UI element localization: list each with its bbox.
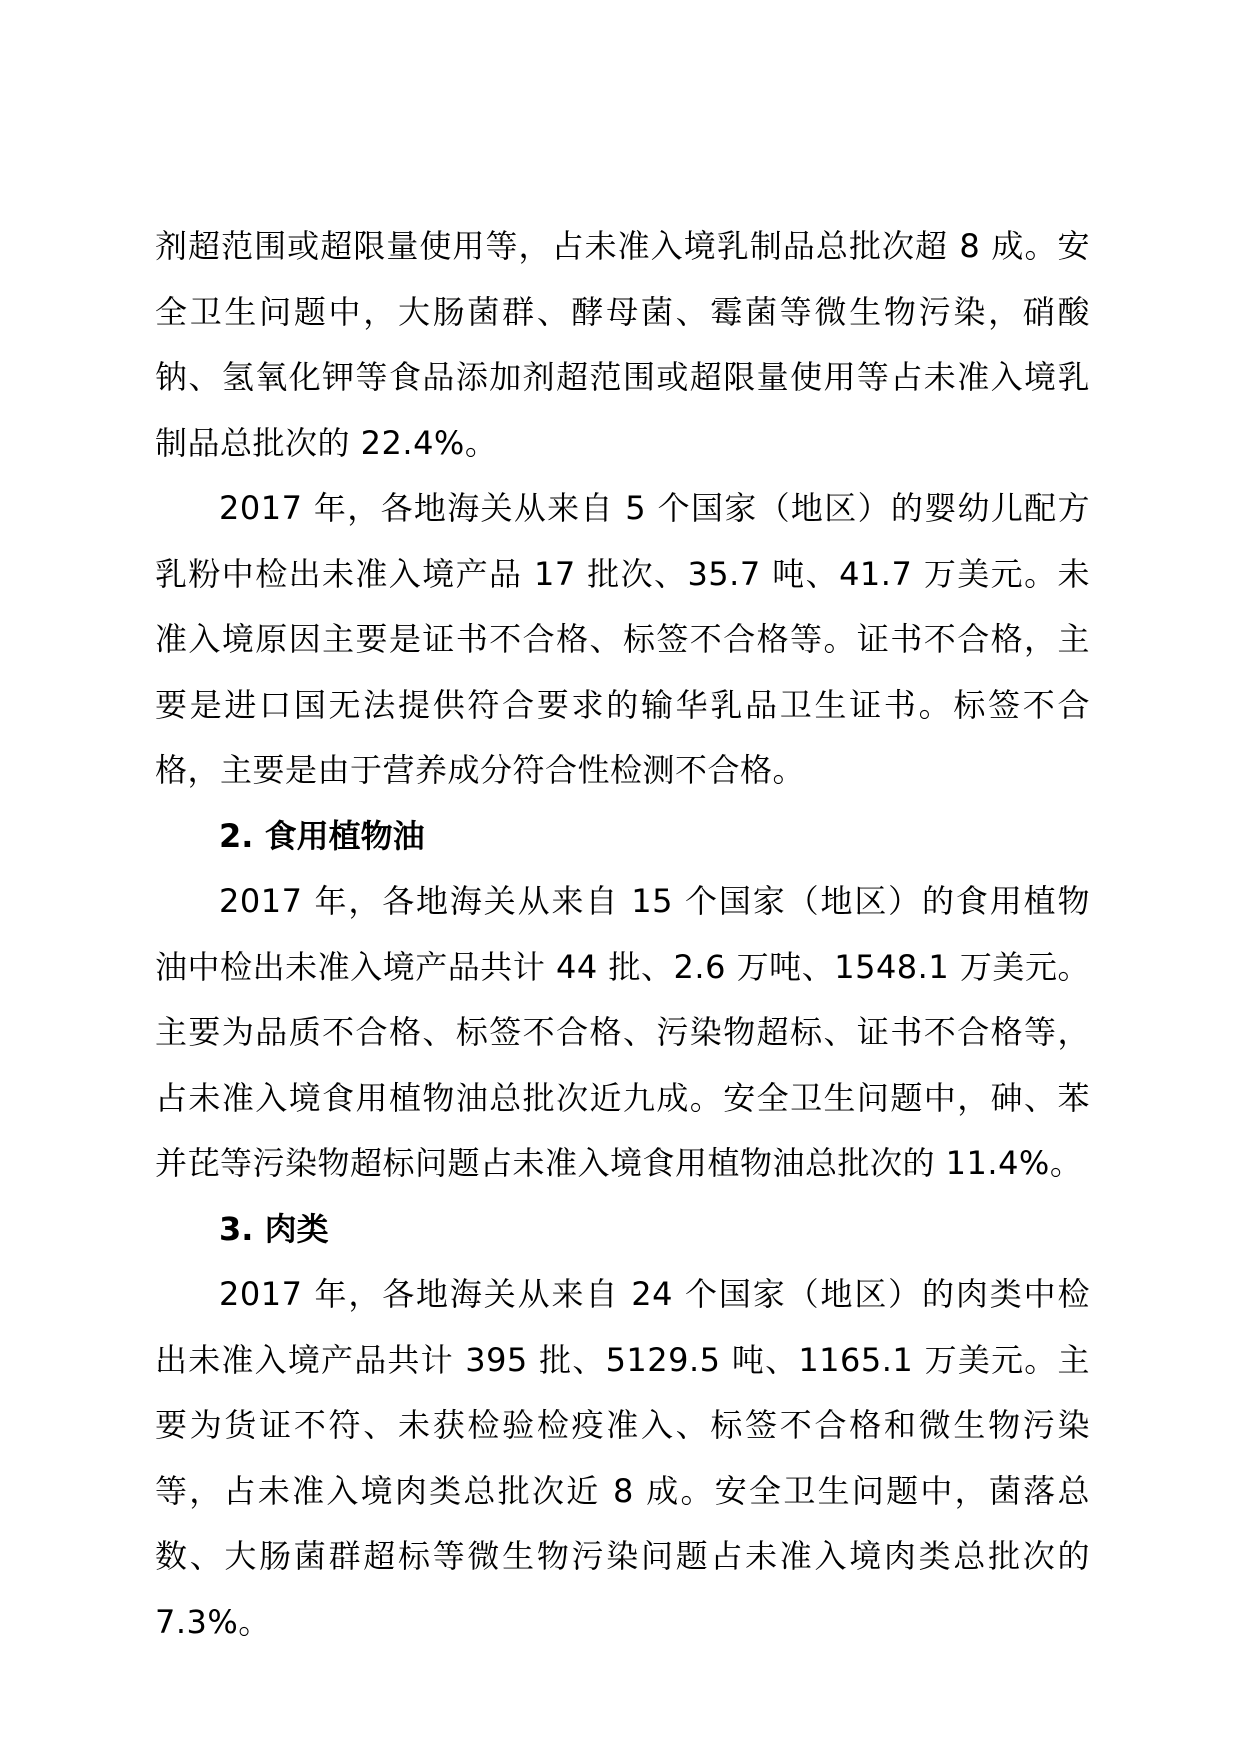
- document-page: [155, 214, 1090, 1655]
- section-heading-meat: 3. 肉类: [219, 1209, 329, 1248]
- edible-oil-paragraph: 2017 年，各地海关从来自 15 个国家（地区）的食用植物油中检出未准入境产品共计 44 批、2.6 万吨、1548.1 万美元。主要为品质不合格、标签不合格、污染物超标、证书不合格等，占未准入境食用植物油总批次近九成。安全卫生问题中，砷、苯并芘等污染物超标问题占未准入境食用植物油总批次的 11.4%。: [155, 882, 1090, 1182]
- infant-formula-paragraph: 2017 年，各地海关从来自 5 个国家（地区）的婴幼儿配方乳粉中检出未准入境产品 17 批次、35.7 吨、41.7 万美元。未准入境原因主要是证书不合格、标签不合格等。证书不合格，主要是进口国无法提供符合要求的输华乳品卫生证书。标签不合格，主要是由于营养成分符合性检测不合格。: [155, 489, 1090, 789]
- meat-paragraph: 2017 年，各地海关从来自 24 个国家（地区）的肉类中检出未准入境产品共计 395 批、5129.5 吨、1165.1 万美元。主要为货证不符、未获检验检疫准入、标签不合格和微生物污染等，占未准入境肉类总批次近 8 成。安全卫生问题中，菌落总数、大肠菌群超标等微生物污染问题占未准入境肉类总批次的 7.3%。: [155, 1275, 1090, 1641]
- section-heading-edible-oil: 2. 食用植物油: [219, 816, 425, 855]
- dairy-safety-paragraph: 剂超范围或超限量使用等，占未准入境乳制品总批次超 8 成。安全卫生问题中，大肠菌群、酵母菌、霉菌等微生物污染，硝酸钠、氢氧化钾等食品添加剂超范围或超限量使用等占未准入境乳制品总批次的 22.4%。: [155, 227, 1090, 462]
